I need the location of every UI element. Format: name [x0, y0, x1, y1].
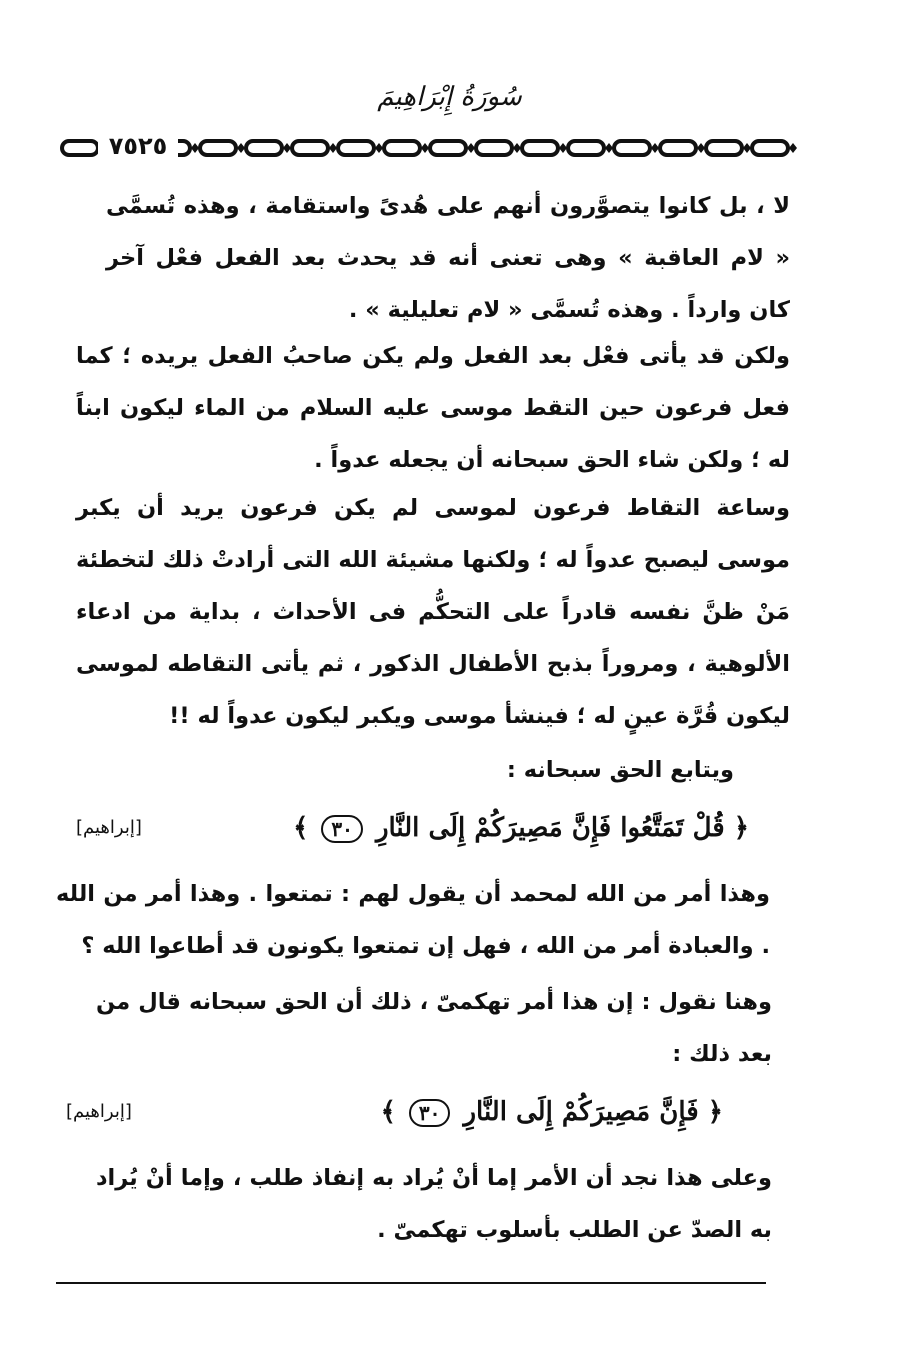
chain-diamond [743, 143, 751, 153]
verse-text: فَإِنَّ مَصِيرَكُمْ إِلَى النَّارِ [463, 1097, 699, 1127]
verse-reference-1: [إبراهيم] [76, 817, 142, 838]
paragraph-7: وعلى هذا نجد أن الأمر إما أنْ يُراد به إنفاذ طلب ، وإما أنْ يُراد به الصدّ عن الطلب بأسلوب تهكمىّ . [96, 1165, 772, 1243]
verse-open-bracket: ﴿ [707, 1097, 723, 1127]
verse-number: ٣٠ [409, 1099, 450, 1127]
quran-verse-1 [293, 808, 749, 848]
paragraph-3: وساعة التقاط فرعون لموسى لم يكن فرعون يريد أن يكبر موسى ليصبح عدواً له ؛ ولكنها مشيئة الله التى أرادتْ ذلك لتخطئة مَنْ ظنَّ نفسه قادراً على التحكُّم فى الأحداث ، بداية من ادعاء الألوهية ، ومروراً بذبح الأطفال الذكور ، ثم يأتى التقاطه لموسى ليكون قُرَّة عينٍ له ؛ فينشأ موسى ويكبر ليكون عدواً له !! [76, 495, 790, 729]
chain-diamond [789, 143, 797, 153]
chain-diamond [467, 143, 475, 153]
chain-link [522, 141, 558, 155]
paragraph-4: ويتابع الحق سبحانه : [506, 757, 734, 783]
chain-link [246, 141, 282, 155]
chain-diamond [559, 143, 567, 153]
paragraph-1: لا ، بل كانوا يتصوَّرون أنهم على هُدىً واستقامة ، وهذه تُسمَّى « لام العاقبة » وهى تعنى أنه قد يحدث بعد الفعل فعْل آخر كان وارداً . وهذه تُسمَّى « لام تعليلية » . [106, 193, 790, 323]
chain-diamond [513, 143, 521, 153]
footer-rule [56, 1282, 766, 1284]
chain-diamond [375, 143, 383, 153]
chain-diamond [605, 143, 613, 153]
chain-diamond [191, 143, 199, 153]
chain-diamond [651, 143, 659, 153]
chain-link [62, 141, 98, 155]
verse-number: ٣٠ [321, 815, 362, 843]
paragraph-2: ولكن قد يأتى فعْل بعد الفعل ولم يكن صاحبُ الفعل يريده ؛ كما فعل فرعون حين التقط موسى عليه السلام من الماء ليكون ابناً له ؛ ولكن شاء الحق سبحانه أن يجعله عدواً . [76, 343, 790, 473]
page-number: ٧٥٢٥ [98, 131, 178, 161]
verse-reference-2: [إبراهيم] [66, 1101, 132, 1122]
paragraph-6: وهنا نقول : إن هذا أمر تهكمىّ ، ذلك أن الحق سبحانه قال من بعد ذلك : [96, 989, 772, 1067]
chain-diamond [329, 143, 337, 153]
chain-link [200, 141, 236, 155]
quran-verse-2 [381, 1092, 723, 1132]
paragraph-5: وهذا أمر من الله لمحمد أن يقول لهم : تمتعوا . وهذا أمر من الله . والعبادة أمر من الله ، فهل إن تمتعوا يكونون قد أطاعوا الله ؟ [56, 881, 770, 959]
chain-link [338, 141, 374, 155]
chain-diamond [237, 143, 245, 153]
chain-link [752, 141, 788, 155]
chain-link [568, 141, 604, 155]
verse-close-bracket: ﴾ [380, 1097, 396, 1127]
verse-open-bracket: ﴿ [733, 813, 749, 843]
surah-title: سُورَةُ إِبْرَاهِيمَ [377, 82, 522, 112]
chain-link [706, 141, 742, 155]
chain-link [660, 141, 696, 155]
chain-link [384, 141, 420, 155]
verse-text: قُلْ تَمَتَّعُوا فَإِنَّ مَصِيرَكُمْ إِلَى النَّارِ [375, 813, 725, 843]
chain-diamond [283, 143, 291, 153]
verse-close-bracket: ﴾ [293, 813, 309, 843]
chain-diamond [697, 143, 705, 153]
chain-link [430, 141, 466, 155]
chain-link [476, 141, 512, 155]
chain-link [614, 141, 650, 155]
chain-diamond [421, 143, 429, 153]
chain-link [292, 141, 328, 155]
